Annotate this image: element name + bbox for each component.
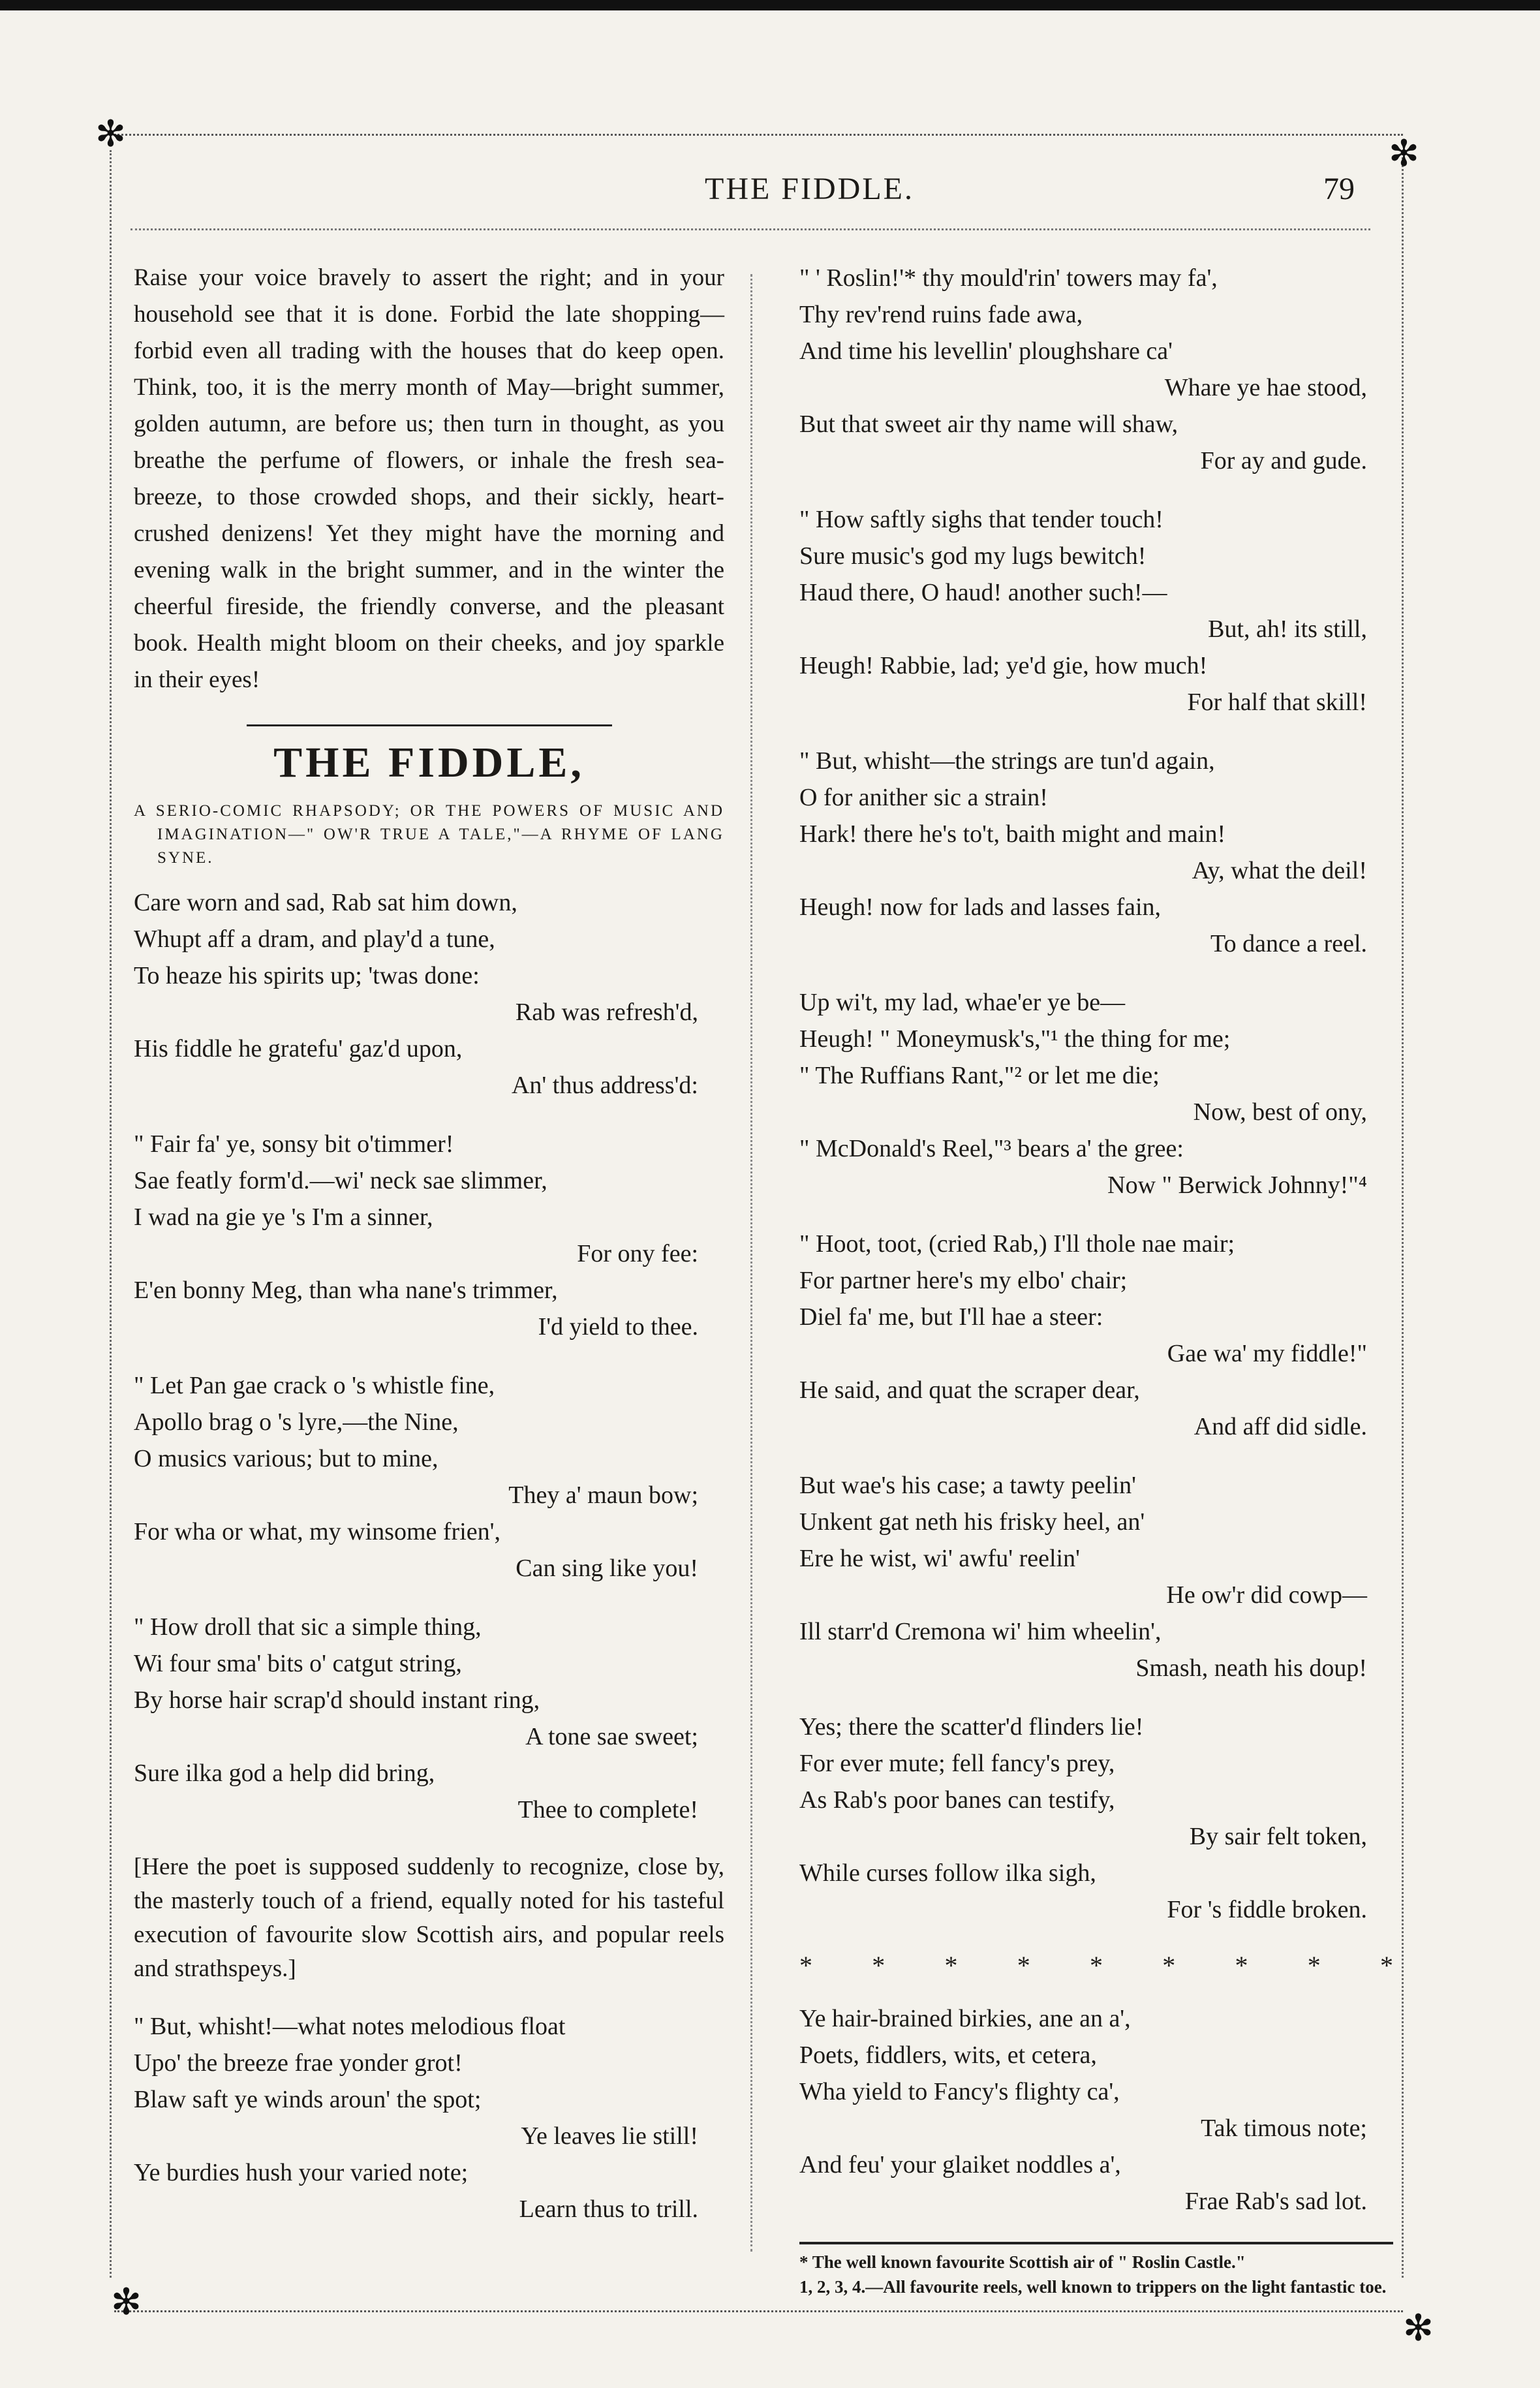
left-final-stanza (134, 2008, 724, 2227)
asterisk-icon: * (1090, 1951, 1103, 1980)
poem-line: For partner here's my elbo' chair; (799, 1267, 1128, 1294)
poem-line: He said, and quat the scraper dear, (799, 1376, 1140, 1404)
poem-line: Haud there, O haud! another such!— (799, 579, 1167, 606)
poem-line: Heugh! now for lads and lasses fain, (799, 893, 1162, 921)
stanza (799, 260, 1393, 479)
poem-line: For ony fee: (577, 1240, 698, 1267)
poem-line: Sure ilka god a help did bring, (134, 1760, 435, 1787)
asterisk-icon: * (1017, 1951, 1030, 1980)
poem-line: Ye burdies hush your varied note; (134, 2159, 469, 2186)
poem-line: Gae wa' my fiddle!" (1167, 1340, 1367, 1367)
asterisk-icon: * (1235, 1951, 1248, 1980)
poem-line: Thy rev'rend ruins fade awa, (799, 301, 1083, 328)
ornamental-border-bottom (114, 2310, 1403, 2319)
poem-line: Wha yield to Fancy's flighty ca', (799, 2078, 1120, 2105)
poem-line: Care worn and sad, Rab sat him down, (134, 889, 517, 916)
poem-line: O for anither sic a strain! (799, 784, 1048, 811)
poem-line: " McDonald's Reel,"³ bears a' the gree: (799, 1135, 1184, 1162)
poem-line: But, ah! its still, (1208, 615, 1367, 643)
poem-line: Can sing like you! (516, 1555, 698, 1582)
stanza (799, 1226, 1393, 1445)
footnote: 1, 2, 3, 4.—All favourite reels, well known to trippers on the light fantastic toe. (799, 2277, 1387, 2297)
stanza (799, 1467, 1393, 1686)
poem-line: Ill starr'd Cremona wi' him wheelin', (799, 1618, 1162, 1645)
left-column (134, 260, 724, 2250)
page-number: 79 (1323, 172, 1355, 206)
poem-line: Ay, what the deil! (1192, 857, 1367, 884)
stanza (799, 501, 1393, 721)
poem-line: Diel fa' me, but I'll hae a steer: (799, 1303, 1103, 1331)
stanza (799, 743, 1393, 962)
asterisk-icon: * (799, 1951, 812, 1980)
stanza (134, 884, 724, 1104)
poem-line: Tak timous note; (1201, 2115, 1367, 2142)
asterisk-icon: * (872, 1951, 886, 1980)
poem-line: Ye leaves lie still! (521, 2122, 698, 2150)
poem-line: I'd yield to thee. (538, 1313, 698, 1341)
poem-title: THE FIDDLE, (273, 739, 585, 786)
poem-line: Smash, neath his doup! (1135, 1654, 1367, 1682)
poem-line: His fiddle he gratefu' gaz'd upon, (134, 1035, 463, 1062)
asterisk-icon: * (944, 1951, 958, 1980)
title-rule (247, 724, 612, 726)
poem-line: By horse hair scrap'd should instant ring, (134, 1686, 540, 1714)
poem-line: Apollo brag o 's lyre,—the Nine, (134, 1408, 459, 1436)
poem-line: Ye hair-brained birkies, ane an a', (799, 2005, 1131, 2032)
poem-line: Up wi't, my lad, whae'er ye be— (799, 989, 1126, 1016)
ornamental-border-right (1402, 150, 1410, 2278)
poem-line: Frae Rab's sad lot. (1184, 2188, 1367, 2215)
poem-subtitle: A SERIO-COMIC RHAPSODY; OR THE POWERS OF MUSIC AND IMAGINATION—" OW'R TRUE A TALE,"—A RHYME OF LANG SYNE. (134, 802, 724, 867)
poem-line: To heaze his spirits up; 'twas done: (134, 962, 480, 989)
corner-ornament-icon: ✻ (111, 2282, 142, 2323)
poem-line: For ever mute; fell fancy's prey, (799, 1750, 1115, 1777)
stanza (799, 1709, 1393, 1928)
poem-line: He ow'r did cowp— (1166, 1581, 1367, 1609)
poem-line: While curses follow ilka sigh, (799, 1859, 1096, 1887)
left-stanzas (134, 884, 724, 1828)
poem-line: Heugh! " Moneymusk's,"¹ the thing for me; (799, 1025, 1231, 1053)
prose-paragraph: Raise your voice bravely to assert the right; and in your household see that it is done. Forbid the late shopping—forbid even all trading with the houses that do keep open. Think, too, it is the merry month of May—bright summer, golden autumn, are before us; then turn in thought, as you breathe the perfume of flowers, or inhale the fresh sea-breeze, to those crowded shops, and their sickly, heart-crushed denizens! Yet they might have the morning and evening walk in the bright summer, and in the winter the cheerful fireside, the friendly converse, and the pleasant book. Health might bloom on their cheeks, and joy sparkle in their eyes! (134, 264, 724, 693)
poem-line: " Let Pan gae crack o 's whistle fine, (134, 1372, 495, 1399)
poem-line: " The Ruffians Rant,"² or let me die; (799, 1062, 1160, 1089)
poem-line: Upo' the breeze frae yonder grot! (134, 2049, 463, 2077)
poem-line: I wad na gie ye 's I'm a sinner, (134, 1203, 433, 1231)
poem-line: Yes; there the scatter'd flinders lie! (799, 1713, 1144, 1741)
poem-line: By sair felt token, (1189, 1823, 1367, 1850)
right-stanzas (799, 260, 1393, 1928)
poem-line: Whupt aff a dram, and play'd a tune, (134, 925, 495, 953)
poem-line: " ' Roslin!'* thy mould'rin' towers may fa', (799, 264, 1218, 292)
poem-line: " Hoot, toot, (cried Rab,) I'll thole nae mair; (799, 1230, 1235, 1258)
column-divider (750, 274, 752, 2252)
poem-line: " How saftly sighs that tender touch! (799, 506, 1163, 533)
poem-line: Ere he wist, wi' awfu' reelin' (799, 1545, 1080, 1572)
poem-line: Now, best of ony, (1193, 1098, 1367, 1126)
asterisk-icon: * (1380, 1951, 1393, 1980)
corner-ornament-icon: ✻ (95, 114, 126, 155)
poem-line: But that sweet air thy name will shaw, (799, 411, 1178, 438)
poem-line: For wha or what, my winsome frien', (134, 1518, 501, 1545)
bracket-note: [Here the poet is supposed suddenly to recognize, close by, the masterly touch of a friend, equally noted for his tasteful execution of favourite slow Scottish airs, and popular reels and strathspeys.] (134, 1853, 724, 1982)
poem-line: A tone sae sweet; (525, 1723, 698, 1750)
poem-line: O musics various; but to mine, (134, 1445, 439, 1472)
footnote-rule (799, 2242, 1393, 2244)
poem-line: For ay and gude. (1200, 447, 1367, 474)
poem-line: As Rab's poor banes can testify, (799, 1786, 1115, 1814)
stanza (799, 984, 1393, 1203)
poem-line: Poets, fiddlers, wits, et cetera, (799, 2041, 1097, 2069)
poem-line: And time his levellin' ploughshare ca' (799, 337, 1173, 365)
final-stanza (799, 2000, 1393, 2220)
poem-line: Blaw saft ye winds aroun' the spot; (134, 2086, 482, 2113)
running-head: THE FIDDLE. (705, 172, 914, 206)
poem-line: Whare ye hae stood, (1164, 374, 1367, 401)
stanza (134, 1609, 724, 1828)
stanza (134, 1367, 724, 1587)
asterisk-icon: * (1307, 1951, 1321, 1980)
poem-line: Sure music's god my lugs bewitch! (799, 542, 1147, 570)
poem-line: And aff did sidle. (1194, 1413, 1367, 1440)
poem-line: To dance a reel. (1210, 930, 1367, 957)
poem-line: " How droll that sic a simple thing, (134, 1613, 482, 1641)
stanza (134, 1126, 724, 1345)
poem-line: But wae's his case; a tawty peelin' (799, 1472, 1136, 1499)
corner-ornament-icon: ✻ (1403, 2308, 1434, 2349)
poem-line: For 's fiddle broken. (1167, 1896, 1367, 1923)
footnote: * The well known favourite Scottish air of " Roslin Castle." (799, 2252, 1246, 2272)
asterisk-icon: * (1162, 1951, 1176, 1980)
ornamental-border-left (110, 150, 118, 2278)
poem-line: Hark! there he's to't, baith might and main! (799, 820, 1226, 848)
poem-line: " Fair fa' ye, sonsy bit o'timmer! (134, 1130, 454, 1158)
poem-line: Rab was refresh'd, (515, 999, 698, 1026)
top-edge-rule (0, 0, 1540, 10)
poem-line: Learn thus to trill. (519, 2195, 698, 2223)
poem-line: " But, whisht!—what notes melodious float (134, 2013, 566, 2040)
poem-line: Thee to complete! (517, 1796, 698, 1823)
right-column (799, 260, 1393, 2301)
poem-line: An' thus address'd: (511, 1072, 698, 1099)
poem-line: For half that skill! (1187, 689, 1367, 716)
poem-line: Unkent gat neth his frisky heel, an' (799, 1508, 1145, 1536)
poem-line: And feu' your glaiket noddles a', (799, 2151, 1121, 2179)
corner-ornament-icon: ✻ (1389, 134, 1419, 174)
poem-line: They a' maun bow; (508, 1481, 698, 1509)
poem-line: Sae featly form'd.—wi' neck sae slimmer, (134, 1167, 547, 1194)
ornamental-border-top (114, 134, 1403, 142)
header-rule (131, 228, 1370, 230)
poem-line: Heugh! Rabbie, lad; ye'd gie, how much! (799, 652, 1208, 679)
poem-line: E'en bonny Meg, than wha nane's trimmer, (134, 1277, 558, 1304)
poem-line: " But, whisht—the strings are tun'd again, (799, 747, 1215, 775)
poem-line: Now " Berwick Johnny!"⁴ (1107, 1171, 1367, 1199)
asterism-divider (799, 1950, 1393, 1981)
poem-line: Wi four sma' bits o' catgut string, (134, 1650, 462, 1677)
